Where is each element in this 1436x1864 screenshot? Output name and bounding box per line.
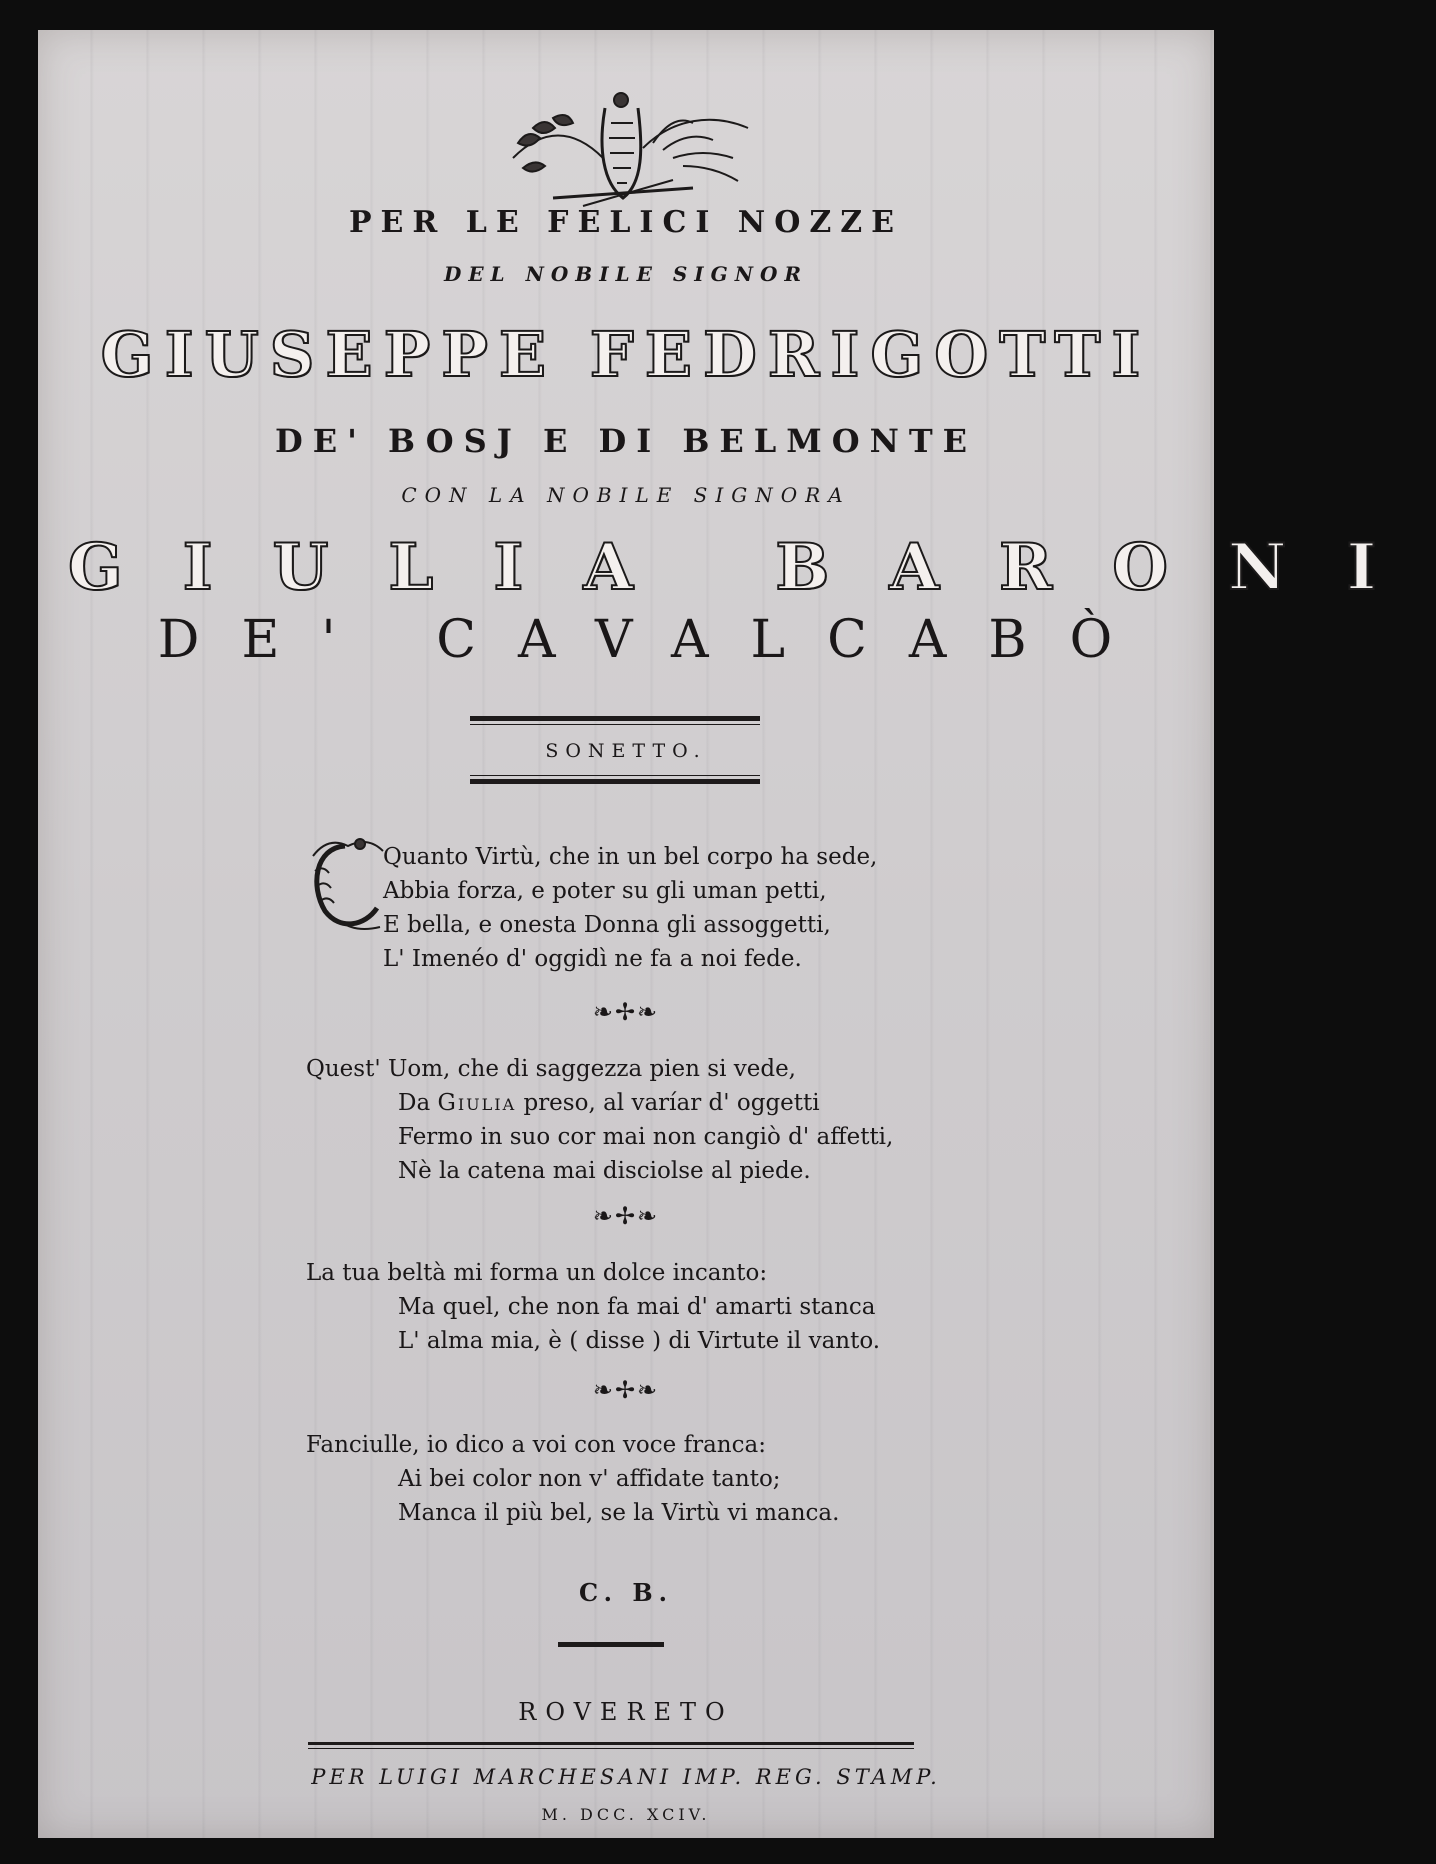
heading-line-1: PER LE FELICI NOZZE (348, 205, 904, 240)
rule-bottom-thick (470, 779, 760, 784)
poem-line: Fanciulle, io dico a voi con voce franca: (306, 1432, 766, 1458)
rule-bottom-thin (470, 775, 760, 776)
poem-line: Ai bei color non v' affidate tanto; (398, 1466, 781, 1492)
poem-line (306, 1086, 893, 1120)
imprint-rule-thin (308, 1748, 914, 1749)
imprint-rule-thick (308, 1742, 914, 1745)
heading-line-2: DEL NOBILE SIGNOR (443, 262, 809, 286)
poem-line: E bella, e onesta Donna gli assoggetti, (383, 912, 831, 938)
poem-line: Fermo in suo cor mai non cangiò d' affetti, (398, 1124, 894, 1150)
poem-line: Quanto Virtù, che in un bel corpo ha sede, (383, 844, 878, 870)
poem-line: Nè la catena mai disciolse al piede. (398, 1158, 811, 1184)
poem-word: preso, al varíar d' oggetti (523, 1090, 820, 1116)
poem-line: Ma quel, che non fa mai d' amarti stanca (398, 1294, 876, 1320)
stanza-2 (306, 1052, 893, 1188)
rule-top-thick (470, 716, 760, 721)
bride-name: GIULIA BARONI (68, 530, 1436, 605)
fleuron-ornament-icon: ❧✢❧ (592, 1202, 660, 1230)
poem-line: Manca il più bel, se la Virtù vi manca. (398, 1500, 840, 1526)
poem-line: L' alma mia, è ( disse ) di Virtute il vanto. (398, 1328, 881, 1354)
stanza-1 (383, 840, 877, 976)
poem-line: Abbia forza, e poter su gli uman petti, (383, 878, 827, 904)
poem-line: L' Imenéo d' oggidì ne fa a noi fede. (383, 946, 802, 972)
imprint-place: ROVERETO (518, 1698, 734, 1726)
fleuron-ornament-icon: ❧✢❧ (592, 998, 660, 1026)
harp-vignette-icon (493, 88, 769, 216)
fleuron-ornament-icon: ❧✢❧ (592, 1376, 660, 1404)
imprint-year: M. DCC. XCIV. (541, 1805, 711, 1824)
rule-top-thin (470, 724, 760, 725)
genre-title: SONETTO. (545, 740, 707, 762)
poem-word: Da (398, 1090, 431, 1116)
stanza-3 (306, 1256, 880, 1358)
imprint-printer: PER LUIGI MARCHESANI IMP. REG. STAMP. (311, 1765, 941, 1789)
poem-line: La tua beltà mi forma un dolce incanto: (306, 1260, 768, 1286)
bride-name-inline: Giulia (437, 1090, 517, 1116)
divider-rule (558, 1642, 664, 1647)
broadside-sheet (38, 30, 1436, 1838)
bride-house: DE' CAVALCABÒ (157, 610, 1155, 670)
poem-line: Quest' Uom, che di saggezza pien si vede, (306, 1056, 796, 1082)
groom-name: GIUSEPPE FEDRIGOTTI (100, 318, 1152, 391)
stanza-4 (306, 1428, 839, 1530)
author-initials: C. B. (578, 1578, 674, 1607)
drop-cap-ornament-icon (305, 826, 385, 938)
heading-line-5: CON LA NOBILE SIGNORA (401, 483, 851, 507)
groom-title: DE' BOSJ E DI BELMONTE (274, 422, 978, 460)
